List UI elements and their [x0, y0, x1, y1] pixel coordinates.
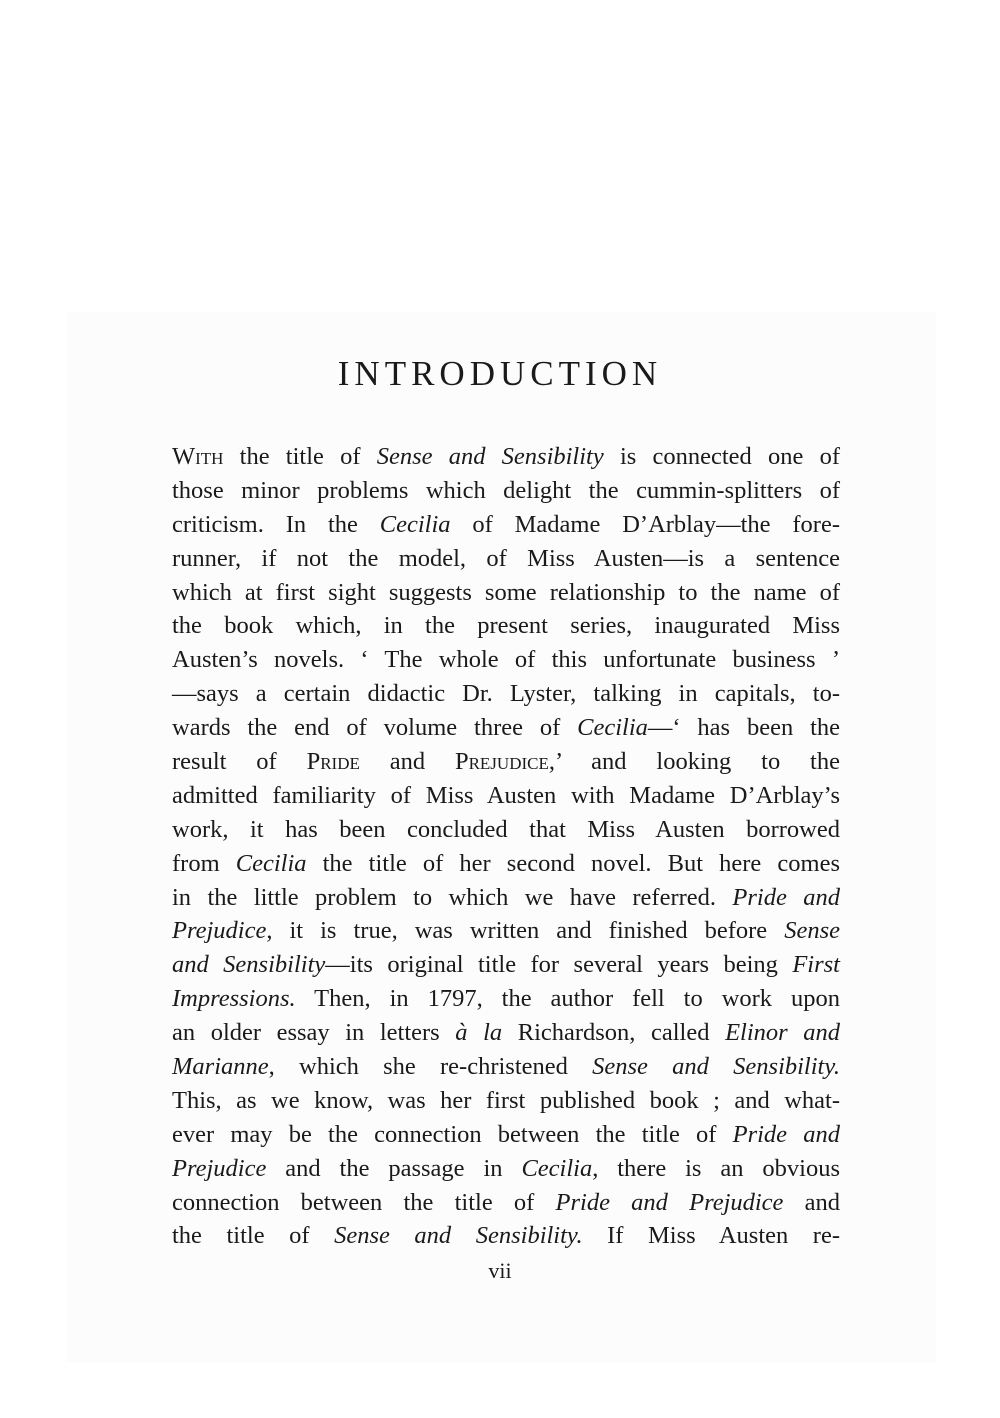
italic-text: Sense and Sensibility. [334, 1222, 583, 1250]
text-line [172, 1152, 840, 1186]
text-run: —‘ has been the [647, 714, 840, 742]
text-run: —its original title for several years being [325, 951, 793, 979]
text-line [172, 508, 840, 542]
text-line [172, 881, 840, 915]
italic-text: Prejudice [172, 1154, 267, 1182]
small-caps-text: Pride [306, 748, 360, 776]
italic-text: Marianne [172, 1053, 269, 1081]
text-line [172, 542, 840, 576]
italic-text: Elinor and [725, 1019, 840, 1047]
text-line [172, 1016, 840, 1050]
text-run: If Miss Austen re- [582, 1222, 840, 1250]
italic-text: First [792, 951, 840, 979]
text-run: —says a certain didactic Dr. Lyster, talking in capitals, to- [172, 680, 840, 708]
small-caps-text: Prejudice [454, 748, 549, 776]
text-run: connection between the title of [172, 1188, 556, 1216]
text-run: ever may be the connection between the title of [172, 1120, 733, 1148]
text-line [172, 474, 840, 508]
text-run: Richardson, called [502, 1019, 726, 1047]
text-line [172, 1050, 840, 1084]
text-run: This, as we know, was her first published book ; and what- [172, 1086, 840, 1114]
text-line [172, 677, 840, 711]
text-run: wards the end of volume three of [172, 714, 578, 742]
text-run: is connected one of [603, 443, 840, 470]
text-line [172, 643, 840, 677]
italic-text: Cecilia [235, 849, 307, 877]
text-run: work, it has been concluded that Miss Austen borrowed [172, 815, 840, 843]
text-run: result of [172, 748, 307, 776]
italic-text: Cecilia [577, 714, 648, 742]
text-run: ,’ and looking to the [548, 748, 840, 776]
text-line [172, 779, 840, 813]
text-run: criticism. In the [172, 510, 380, 538]
text-run: an older essay in letters [172, 1019, 456, 1047]
italic-text: Pride and [732, 1120, 840, 1148]
italic-text: Pride and Prejudice [555, 1188, 784, 1216]
text-run: , there is an obvious [592, 1154, 840, 1182]
italic-text: Cecilia [521, 1154, 593, 1182]
text-run: and [359, 748, 455, 776]
text-run: the title of [223, 443, 377, 470]
italic-text: Sense and Sensibility. [592, 1053, 841, 1081]
text-line [172, 609, 840, 643]
italic-text: Impressions. [172, 985, 296, 1013]
text-run: from [172, 849, 236, 877]
italic-text: Pride and [732, 883, 840, 911]
page-title: INTRODUCTION [337, 354, 663, 393]
text-run: runner, if not the model, of Miss Austen—is a sentence [172, 544, 840, 572]
text-line [172, 745, 840, 779]
text-run: , it is true, was written and finished before [266, 917, 785, 945]
page-number: vii [488, 1258, 512, 1283]
text-run: Then, in 1797, the author fell to work upon [295, 985, 840, 1013]
text-line [172, 982, 840, 1016]
text-line [172, 1084, 840, 1118]
text-line [172, 440, 840, 474]
text-line [172, 1219, 840, 1253]
text-run: the book which, in the present series, inaugurated Miss [172, 612, 840, 640]
text-line [172, 1118, 840, 1152]
body-paragraph [172, 440, 840, 1253]
text-run: admitted familiarity of Miss Austen with Madame D’Arblay’s [172, 781, 840, 809]
text-run: the title of her second novel. But here comes [306, 849, 841, 877]
small-caps-text: With [172, 443, 224, 470]
text-line [172, 914, 840, 948]
italic-text: and Sensibility [172, 951, 326, 979]
text-line [172, 1186, 840, 1220]
text-run: those minor problems which delight the cummin-splitters of [172, 476, 840, 504]
text-line [172, 813, 840, 847]
text-line [172, 576, 840, 610]
italic-text: Cecilia [379, 510, 451, 538]
text-line [172, 711, 840, 745]
text-line [172, 847, 840, 881]
italic-text: Sense [784, 917, 840, 945]
italic-text: Prejudice [172, 917, 267, 945]
text-run: and [783, 1188, 841, 1216]
italic-text: à la [455, 1019, 503, 1047]
italic-text: Sense and Sensibility [376, 443, 604, 470]
text-run: , which she re-christened [268, 1053, 593, 1081]
text-run: and the passage in [266, 1154, 522, 1182]
text-run: which at first sight suggests some relationship to the name of [172, 578, 840, 606]
text-line [172, 948, 840, 982]
text-run: the title of [172, 1222, 335, 1250]
text-run: of Madame D’Arblay—the fore- [450, 510, 840, 538]
text-run: Austen’s novels. ‘ The whole of this unfortunate business ’ [172, 646, 840, 674]
text-run: in the little problem to which we have referred. [172, 883, 733, 911]
